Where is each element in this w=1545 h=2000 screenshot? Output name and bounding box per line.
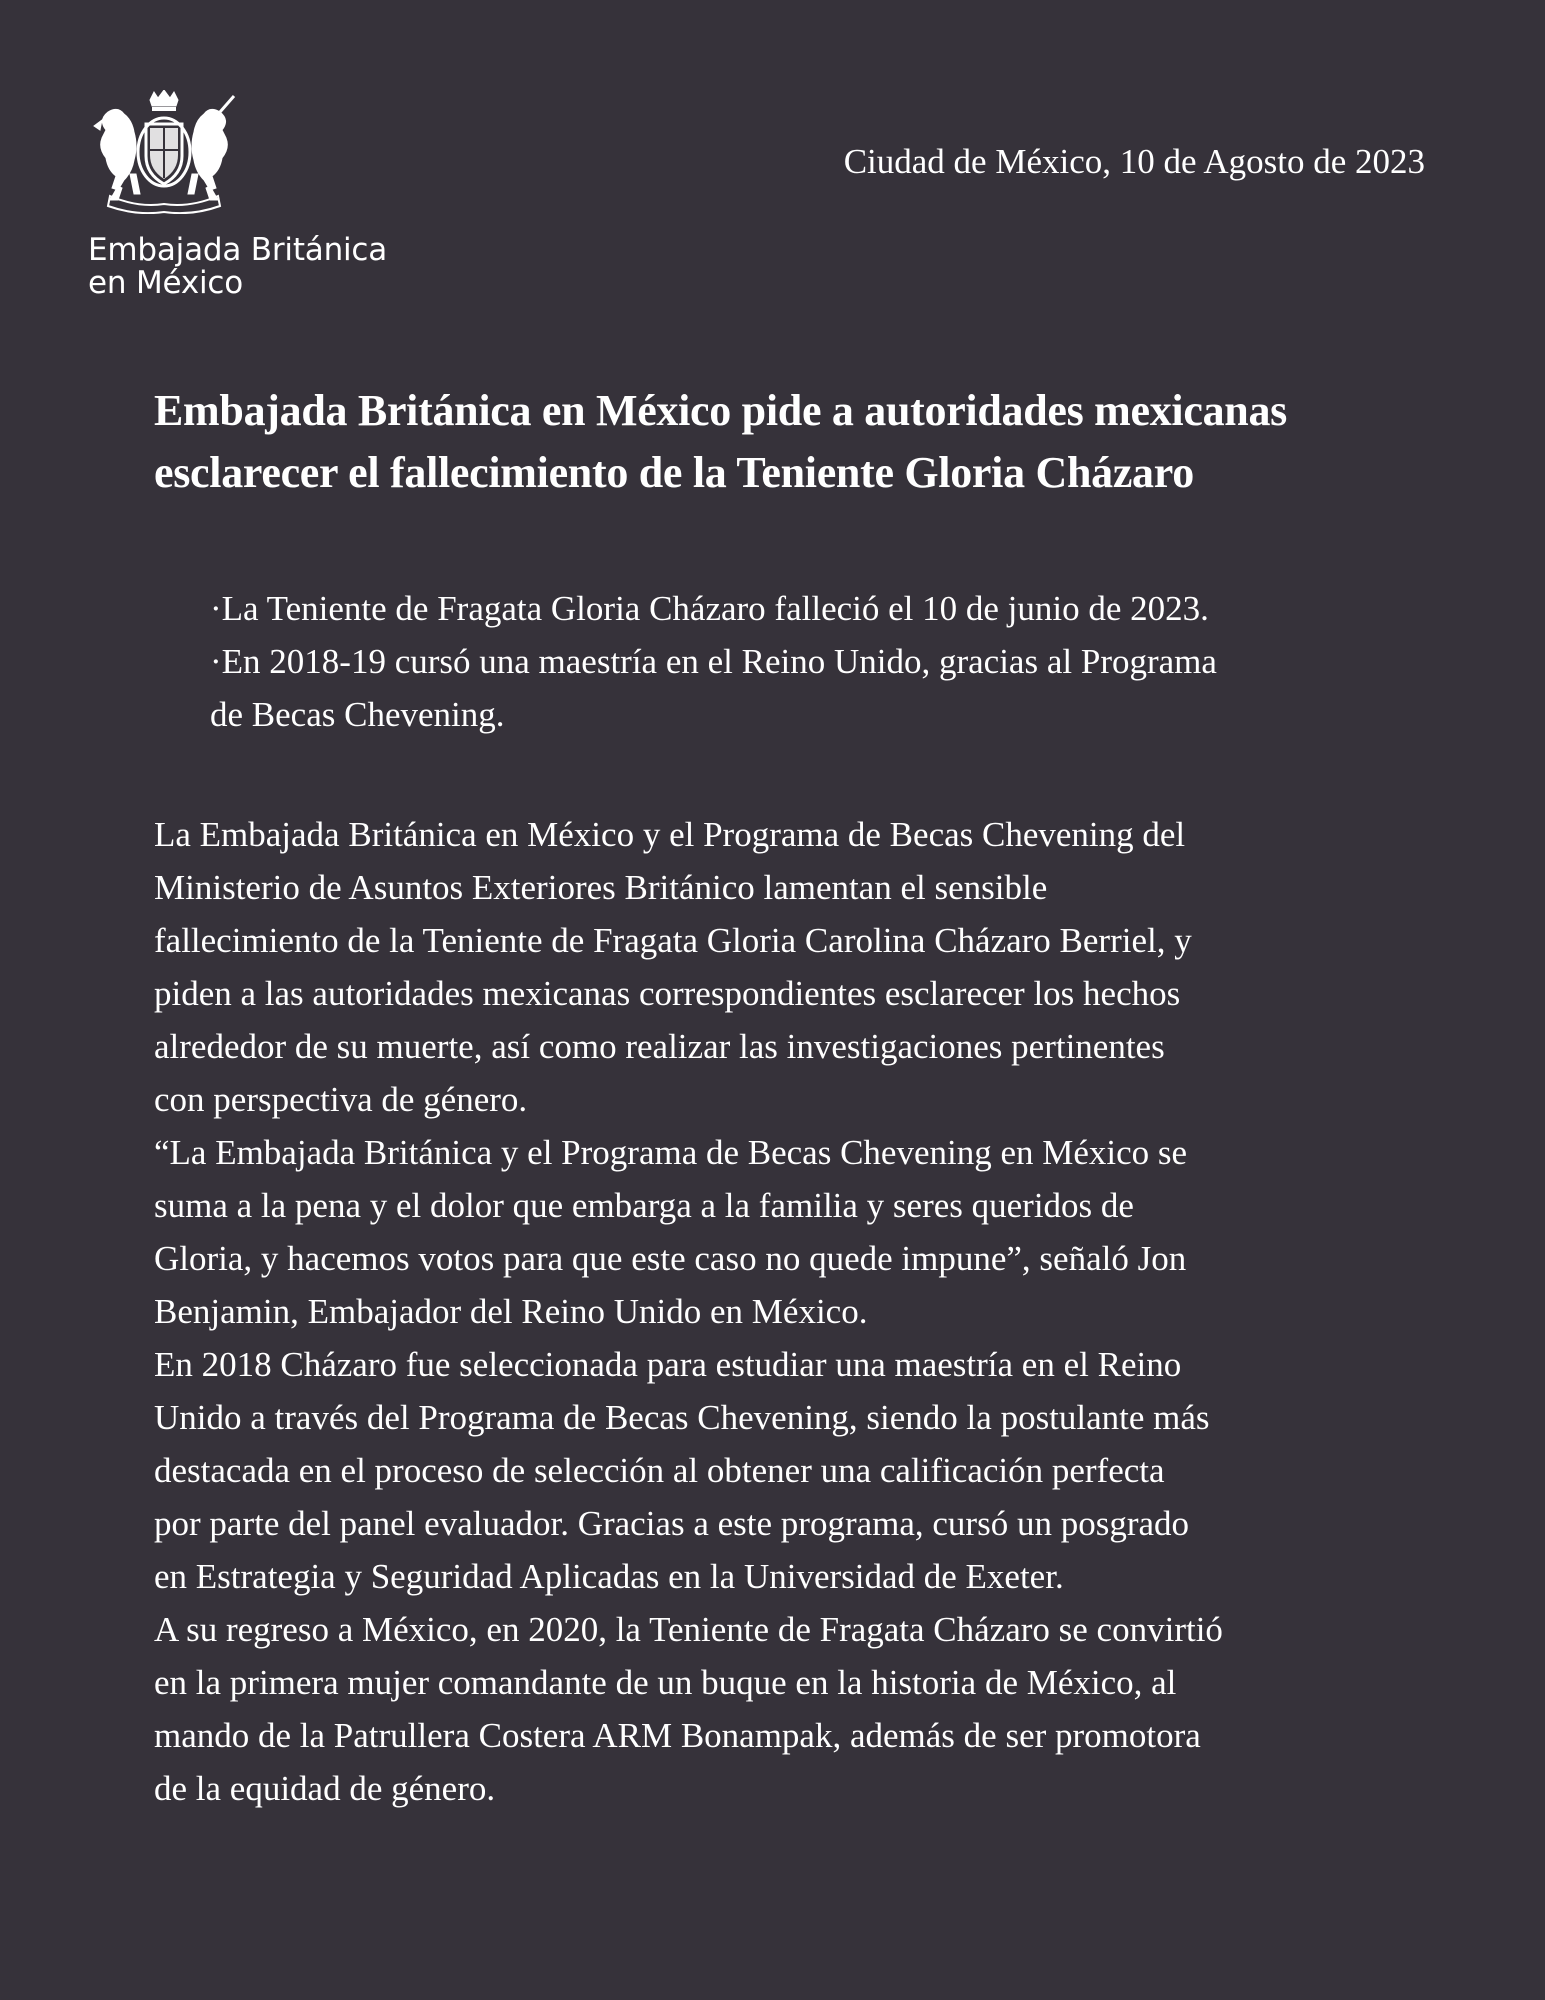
title-line-2: esclarecer el fallecimiento de la Teniente Gloria Cházaro xyxy=(154,448,1194,497)
highlight-item: ·En 2018-19 cursó una maestría en el Reino Unido, gracias al Programa xyxy=(210,642,1217,681)
body-line: “La Embajada Británica y el Programa de Becas Chevening en México se xyxy=(154,1133,1188,1172)
body-line: de la equidad de género. xyxy=(154,1769,496,1808)
embassy-name xyxy=(88,234,418,300)
body-line: Gloria, y hacemos votos para que este caso no quede impune”, señaló Jon xyxy=(154,1239,1187,1278)
body-line: La Embajada Británica en México y el Programa de Becas Chevening del xyxy=(154,815,1186,854)
body-line: fallecimiento de la Teniente de Fragata Gloria Carolina Cházaro Berriel, y xyxy=(154,921,1192,960)
body-line: por parte del panel evaluador. Gracias a este programa, cursó un posgrado xyxy=(154,1504,1190,1543)
body-line: Unido a través del Programa de Becas Chevening, siendo la postulante más xyxy=(154,1398,1210,1437)
highlight-item: ·La Teniente de Fragata Gloria Cházaro falleció el 10 de junio de 2023. xyxy=(210,589,1209,628)
body-line: suma a la pena y el dolor que embarga a la familia y seres queridos de xyxy=(154,1186,1134,1225)
body-line: A su regreso a México, en 2020, la Teniente de Fragata Cházaro se convirtió xyxy=(154,1610,1223,1649)
highlights-list xyxy=(210,582,1410,741)
press-release-body xyxy=(154,808,1414,1815)
body-line: Ministerio de Asuntos Exteriores Británico lamentan el sensible xyxy=(154,868,1048,907)
embassy-logo xyxy=(88,90,418,300)
body-line: en Estrategia y Seguridad Aplicadas en la Universidad de Exeter. xyxy=(154,1557,1064,1596)
body-line: Benjamin, Embajador del Reino Unido en México. xyxy=(154,1292,868,1331)
body-line: En 2018 Cházaro fue seleccionada para estudiar una maestría en el Reino xyxy=(154,1345,1182,1384)
body-line: con perspectiva de género. xyxy=(154,1080,528,1119)
highlight-item-continuation: de Becas Chevening. xyxy=(210,695,505,734)
logo-line-1: Embajada Británica xyxy=(88,232,388,268)
royal-coat-of-arms-icon xyxy=(88,90,240,214)
body-line: en la primera mujer comandante de un buque en la historia de México, al xyxy=(154,1663,1177,1702)
body-line: alrededor de su muerte, así como realizar las investigaciones pertinentes xyxy=(154,1027,1165,1066)
page-title xyxy=(154,380,1414,504)
body-line: destacada en el proceso de selección al obtener una calificación perfecta xyxy=(154,1451,1165,1490)
header xyxy=(0,0,1545,320)
title-line-1: Embajada Británica en México pide a autoridades mexicanas xyxy=(154,386,1287,435)
logo-line-2: en México xyxy=(88,265,244,301)
body-line: mando de la Patrullera Costera ARM Bonampak, además de ser promotora xyxy=(154,1716,1201,1755)
dateline: Ciudad de México, 10 de Agosto de 2023 xyxy=(843,142,1425,181)
body-line: piden a las autoridades mexicanas correspondientes esclarecer los hechos xyxy=(154,974,1181,1013)
